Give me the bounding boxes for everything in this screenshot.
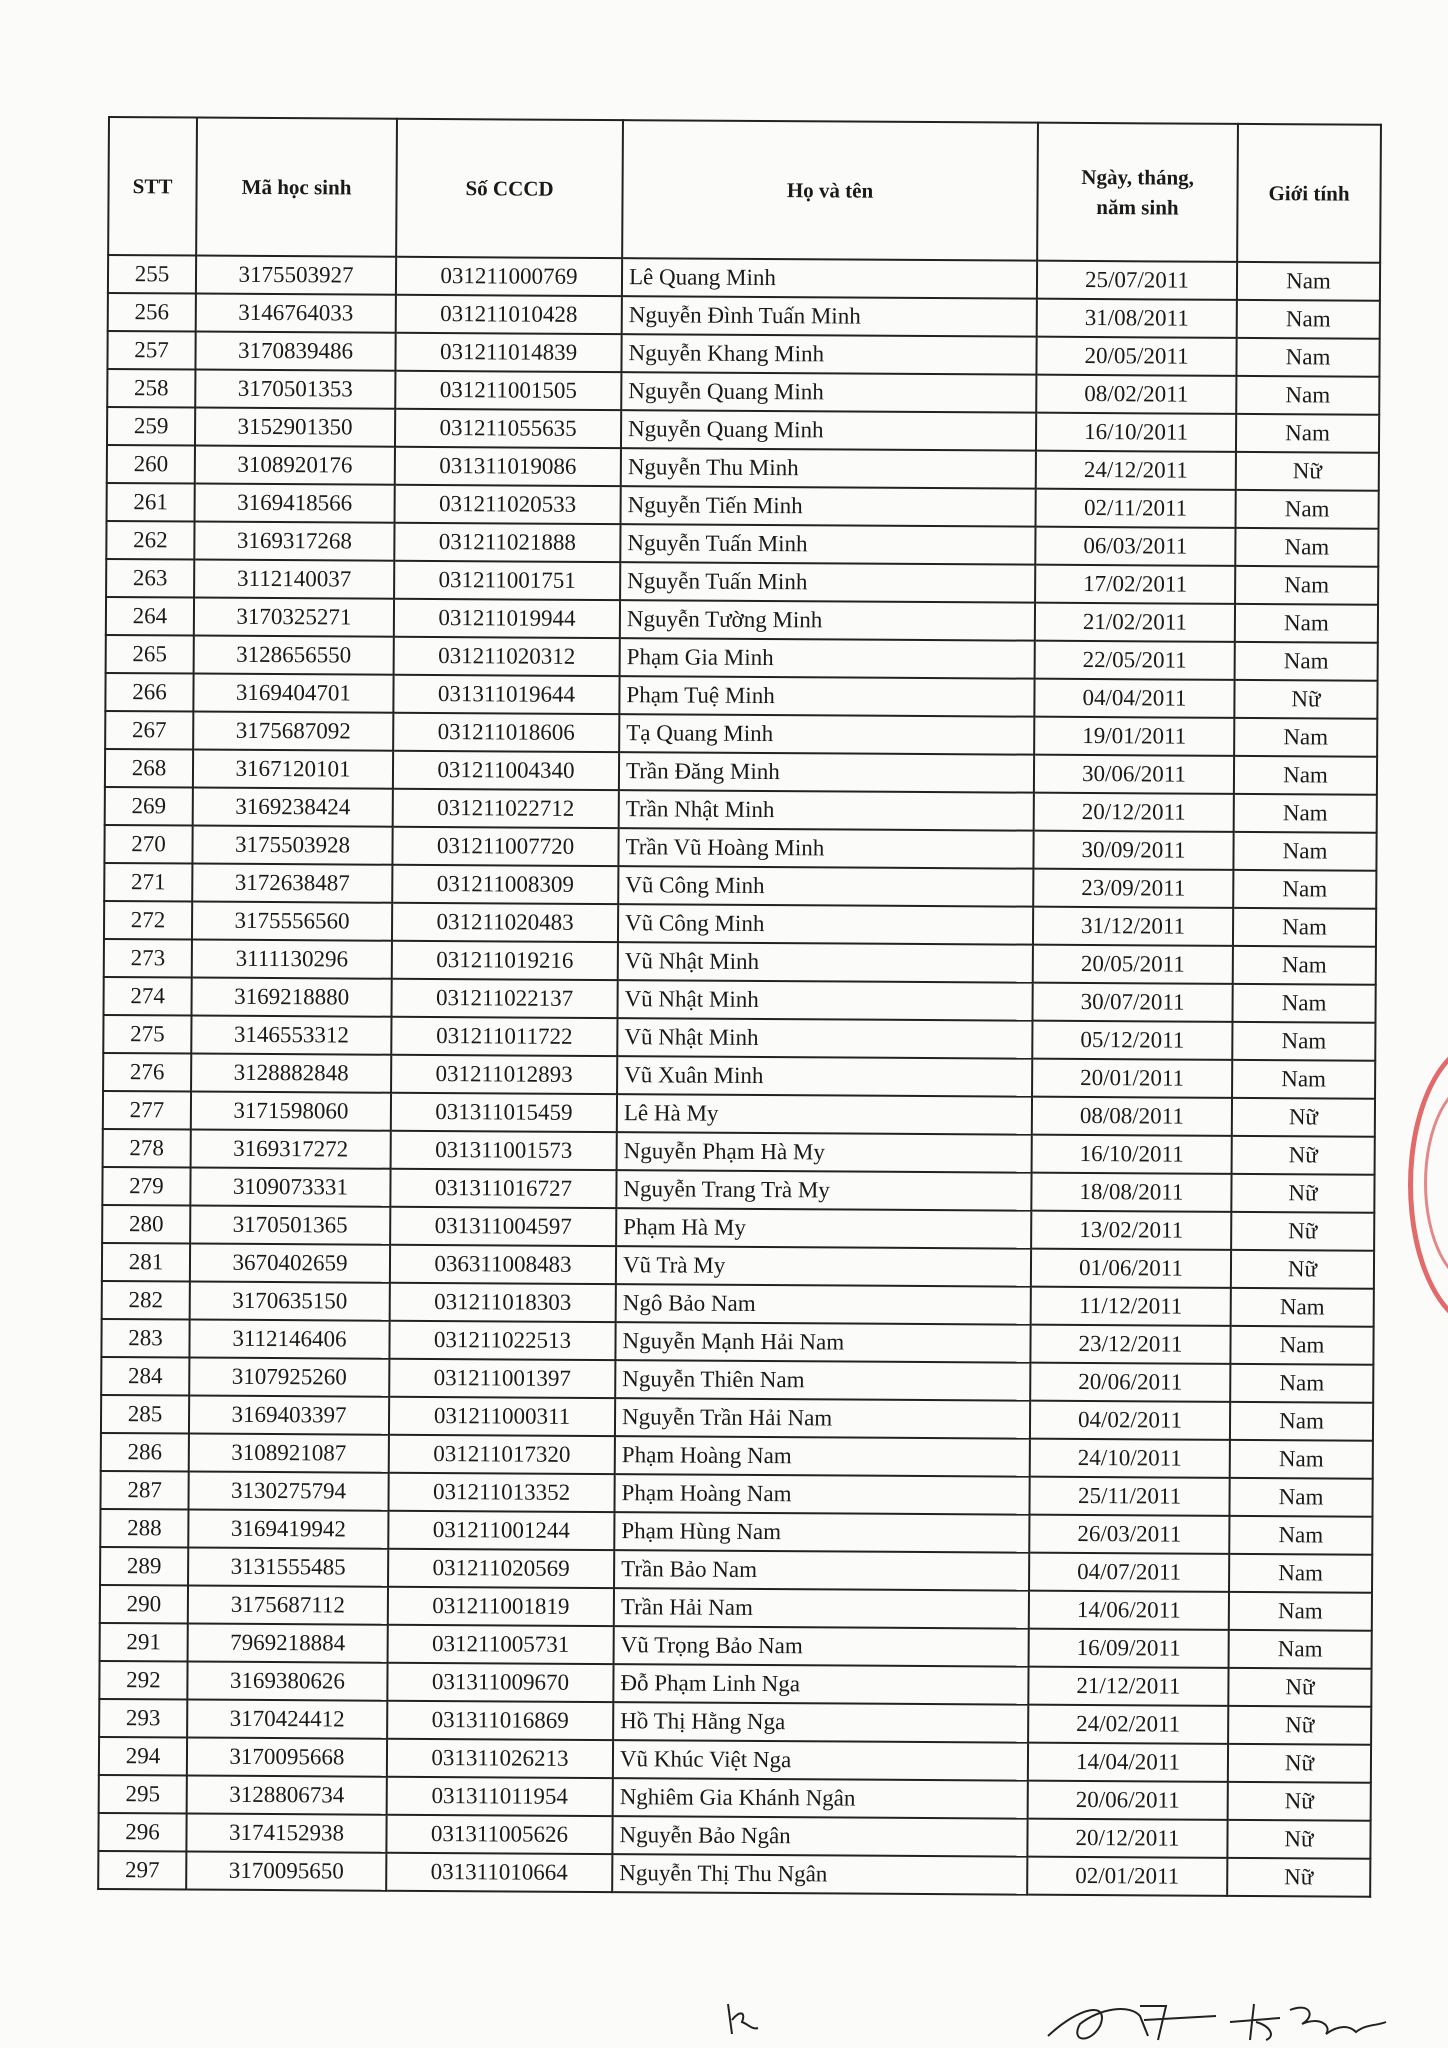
row-date-of-birth: 04/02/2011 [1030,1401,1230,1440]
row-cccd-number: 031211020483 [392,903,618,942]
row-full-name: Nguyễn Khang Minh [621,334,1036,375]
row-stt: 297 [98,1851,186,1890]
row-student-code: 7969218884 [188,1624,388,1663]
row-gender: Nam [1229,1554,1372,1593]
row-student-code: 3170839486 [195,332,395,371]
row-student-code: 3130275794 [188,1472,388,1511]
row-full-name: Ngô Bảo Nam [616,1284,1031,1325]
row-stt: 279 [102,1167,190,1206]
row-full-name: Tạ Quang Minh [619,714,1034,755]
row-stt: 274 [104,977,192,1016]
row-cccd-number: 031311016727 [390,1169,616,1208]
row-date-of-birth: 11/12/2011 [1031,1287,1231,1326]
row-stt: 270 [104,825,192,864]
row-stt: 257 [107,331,195,370]
row-student-code: 3152901350 [195,408,395,447]
row-student-code: 3146764033 [196,294,396,333]
row-full-name: Nguyễn Thiên Nam [615,1360,1030,1401]
row-gender: Nữ [1232,1136,1375,1175]
row-full-name: Đỗ Phạm Linh Nga [613,1664,1028,1705]
row-full-name: Phạm Tuệ Minh [619,676,1034,717]
row-student-code: 3175687092 [193,712,393,751]
row-cccd-number: 031211022712 [393,789,619,828]
row-full-name: Phạm Hùng Nam [614,1512,1029,1553]
row-full-name: Nguyễn Mạnh Hải Nam [615,1322,1030,1363]
row-gender: Nữ [1227,1858,1370,1897]
row-cccd-number: 031311019086 [395,447,621,486]
row-date-of-birth: 26/03/2011 [1029,1515,1229,1554]
row-cccd-number: 031211021888 [394,523,620,562]
row-full-name: Lê Quang Minh [622,258,1037,299]
row-full-name: Trần Đăng Minh [619,752,1034,793]
row-student-code: 3111130296 [192,940,392,979]
row-date-of-birth: 23/09/2011 [1033,869,1233,908]
row-full-name: Vũ Khúc Việt Nga [613,1740,1028,1781]
row-full-name: Lê Hà My [617,1094,1032,1135]
row-gender: Nam [1234,756,1377,795]
row-student-code: 3170095668 [187,1738,387,1777]
row-full-name: Nguyễn Trần Hải Nam [615,1398,1030,1439]
row-date-of-birth: 24/02/2011 [1028,1705,1228,1744]
row-gender: Nữ [1227,1820,1370,1859]
row-gender: Nữ [1232,1098,1375,1137]
row-date-of-birth: 06/03/2011 [1035,527,1235,566]
row-stt: 283 [101,1319,189,1358]
row-cccd-number: 031311001573 [391,1131,617,1170]
row-student-code: 3169403397 [189,1396,389,1435]
row-cccd-number: 031211007720 [392,827,618,866]
row-student-code: 3175556560 [192,902,392,941]
header-cccd-number: Số CCCD [396,119,623,258]
header-stt: STT [108,117,197,256]
row-student-code: 3170635150 [190,1282,390,1321]
row-stt: 264 [106,597,194,636]
row-gender: Nam [1230,1326,1373,1365]
row-student-code: 3107925260 [189,1358,389,1397]
row-date-of-birth: 19/01/2011 [1034,717,1234,756]
row-gender: Nữ [1234,680,1377,719]
row-student-code: 3128806734 [187,1776,387,1815]
row-student-code: 3169418566 [195,484,395,523]
row-full-name: Trần Nhật Minh [619,790,1034,831]
row-full-name: Phạm Hoàng Nam [614,1474,1029,1515]
row-stt: 267 [105,711,193,750]
row-student-code: 3128656550 [194,636,394,675]
row-full-name: Vũ Xuân Minh [617,1056,1032,1097]
row-stt: 273 [104,939,192,978]
row-cccd-number: 031211008309 [392,865,618,904]
row-cccd-number: 031211013352 [388,1473,614,1512]
row-gender: Nữ [1236,452,1379,491]
row-gender: Nam [1232,1022,1375,1061]
row-date-of-birth: 02/11/2011 [1036,489,1236,528]
row-student-code: 3170501365 [190,1206,390,1245]
row-date-of-birth: 18/08/2011 [1031,1173,1231,1212]
row-stt: 261 [107,483,195,522]
row-full-name: Nguyễn Thị Thu Ngân [612,1854,1027,1895]
header-full-name: Họ và tên [622,120,1038,261]
row-full-name: Trần Bảo Nam [614,1550,1029,1591]
row-gender: Nữ [1231,1212,1374,1251]
row-date-of-birth: 30/09/2011 [1033,831,1233,870]
row-date-of-birth: 20/06/2011 [1028,1781,1228,1820]
row-student-code: 3167120101 [193,750,393,789]
row-date-of-birth: 20/05/2011 [1033,945,1233,984]
row-cccd-number: 031211004340 [393,751,619,790]
row-student-code: 3170325271 [194,598,394,637]
row-student-code: 3175503927 [196,256,396,295]
row-full-name: Hồ Thị Hằng Nga [613,1702,1028,1743]
row-stt: 285 [101,1395,189,1434]
row-full-name: Nguyễn Phạm Hà My [617,1132,1032,1173]
row-gender: Nam [1232,984,1375,1023]
row-date-of-birth: 05/12/2011 [1032,1021,1232,1060]
row-stt: 276 [103,1053,191,1092]
row-cccd-number: 031211019944 [394,599,620,638]
row-date-of-birth: 25/11/2011 [1029,1477,1229,1516]
row-stt: 269 [105,787,193,826]
row-full-name: Vũ Nhật Minh [618,942,1033,983]
row-gender: Nữ [1228,1744,1371,1783]
row-cccd-number: 031311010664 [386,1853,612,1892]
row-cccd-number: 031211018303 [390,1283,616,1322]
row-gender: Nam [1237,300,1380,339]
row-stt: 255 [108,255,196,294]
table-header [108,117,1381,263]
row-stt: 290 [100,1585,188,1624]
row-date-of-birth: 04/04/2011 [1034,679,1234,718]
row-stt: 296 [98,1813,186,1852]
row-gender: Nữ [1231,1174,1374,1213]
row-stt: 268 [105,749,193,788]
row-full-name: Nguyễn Tường Minh [620,600,1035,641]
row-cccd-number: 031211001505 [395,371,621,410]
row-gender: Nam [1236,414,1379,453]
row-date-of-birth: 04/07/2011 [1029,1553,1229,1592]
row-stt: 259 [107,407,195,446]
row-date-of-birth: 14/04/2011 [1028,1743,1228,1782]
row-full-name: Nguyễn Quang Minh [621,410,1036,451]
row-cccd-number: 031211001244 [388,1511,614,1550]
row-date-of-birth: 02/01/2011 [1027,1857,1227,1896]
header-gender: Giới tính [1237,124,1381,263]
row-stt: 282 [102,1281,190,1320]
row-gender: Nam [1233,832,1376,871]
row-student-code: 3169317268 [194,522,394,561]
row-full-name: Phạm Gia Minh [620,638,1035,679]
row-gender: Nữ [1228,1706,1371,1745]
row-cccd-number: 031311019644 [393,675,619,714]
header-date-of-birth: Ngày, tháng, năm sinh [1037,123,1238,262]
row-gender: Nam [1233,870,1376,909]
row-gender: Nữ [1228,1668,1371,1707]
row-cccd-number: 031311015459 [391,1093,617,1132]
row-stt: 294 [99,1737,187,1776]
row-stt: 281 [102,1243,190,1282]
row-gender: Nam [1229,1592,1372,1631]
row-full-name: Nguyễn Tuấn Minh [620,562,1035,603]
row-cccd-number: 031311026213 [387,1739,613,1778]
row-student-code: 3175503928 [192,826,392,865]
row-date-of-birth: 16/09/2011 [1029,1629,1229,1668]
row-student-code: 3108921087 [189,1434,389,1473]
row-cccd-number: 031211014839 [395,333,621,372]
row-date-of-birth: 20/05/2011 [1036,337,1236,376]
row-stt: 278 [103,1129,191,1168]
row-student-code: 3670402659 [190,1244,390,1283]
row-student-code: 3112146406 [189,1320,389,1359]
row-student-code: 3171598060 [191,1092,391,1131]
row-full-name: Nguyễn Tuấn Minh [620,524,1035,565]
row-cccd-number: 031211005731 [388,1625,614,1664]
row-stt: 275 [103,1015,191,1054]
row-date-of-birth: 14/06/2011 [1029,1591,1229,1630]
row-date-of-birth: 20/12/2011 [1027,1819,1227,1858]
row-cccd-number: 031211055635 [395,409,621,448]
row-full-name: Vũ Trọng Bảo Nam [614,1626,1029,1667]
row-cccd-number: 031211022513 [389,1321,615,1360]
row-gender: Nam [1232,1060,1375,1099]
row-gender: Nam [1233,908,1376,947]
row-student-code: 3112140037 [194,560,394,599]
row-student-code: 3175687112 [188,1586,388,1625]
row-student-code: 3169238424 [193,788,393,827]
row-cccd-number: 031211011722 [391,1017,617,1056]
row-stt: 265 [106,635,194,674]
row-date-of-birth: 31/12/2011 [1033,907,1233,946]
handwritten-signature [1040,1996,1400,2046]
row-stt: 266 [105,673,193,712]
row-stt: 292 [99,1661,187,1700]
row-student-code: 3108920176 [195,446,395,485]
row-date-of-birth: 21/02/2011 [1035,603,1235,642]
header-student-code: Mã học sinh [196,118,397,257]
row-gender: Nữ [1231,1250,1374,1289]
row-student-code: 3131555485 [188,1548,388,1587]
row-cccd-number: 031311016869 [387,1701,613,1740]
row-gender: Nam [1230,1440,1373,1479]
row-student-code: 3170424412 [187,1700,387,1739]
row-date-of-birth: 24/10/2011 [1030,1439,1230,1478]
row-date-of-birth: 08/08/2011 [1032,1097,1232,1136]
row-full-name: Trần Hải Nam [614,1588,1029,1629]
row-student-code: 3169404701 [193,674,393,713]
row-cccd-number: 031211000769 [396,257,622,296]
row-stt: 260 [107,445,195,484]
row-date-of-birth: 30/07/2011 [1032,983,1232,1022]
row-gender: Nam [1236,376,1379,415]
row-full-name: Phạm Hà My [616,1208,1031,1249]
row-gender: Nam [1237,262,1380,301]
row-date-of-birth: 08/02/2011 [1036,375,1236,414]
row-gender: Nam [1235,604,1378,643]
row-cccd-number: 031211020533 [395,485,621,524]
initial-mark [722,2000,762,2036]
row-stt: 256 [108,293,196,332]
row-stt: 277 [103,1091,191,1130]
row-stt: 284 [101,1357,189,1396]
row-date-of-birth: 16/10/2011 [1036,413,1236,452]
row-full-name: Nguyễn Quang Minh [621,372,1036,413]
row-stt: 286 [101,1433,189,1472]
row-stt: 287 [100,1471,188,1510]
row-gender: Nam [1236,338,1379,377]
row-full-name: Vũ Nhật Minh [617,1018,1032,1059]
row-student-code: 3170095650 [186,1852,386,1891]
row-stt: 271 [104,863,192,902]
row-date-of-birth: 17/02/2011 [1035,565,1235,604]
row-stt: 295 [99,1775,187,1814]
row-full-name: Nguyễn Bảo Ngân [612,1816,1027,1857]
row-date-of-birth: 20/12/2011 [1034,793,1234,832]
student-roster-table [97,116,1382,1898]
row-gender: Nam [1235,528,1378,567]
row-cccd-number: 031311004597 [390,1207,616,1246]
row-cccd-number: 031211022137 [392,979,618,1018]
row-cccd-number: 031211001751 [394,561,620,600]
row-stt: 258 [107,369,195,408]
row-student-code: 3169317272 [191,1130,391,1169]
row-full-name: Phạm Hoàng Nam [615,1436,1030,1477]
row-cccd-number: 031311011954 [387,1777,613,1816]
row-stt: 291 [100,1623,188,1662]
row-gender: Nữ [1228,1782,1371,1821]
row-stt: 263 [106,559,194,598]
row-full-name: Nguyễn Thu Minh [621,448,1036,489]
row-full-name: Nghiêm Gia Khánh Ngân [613,1778,1028,1819]
table-body [98,255,1380,1897]
row-gender: Nam [1233,946,1376,985]
table-row [98,1851,1370,1897]
row-stt: 288 [100,1509,188,1548]
row-cccd-number: 031211017320 [389,1435,615,1474]
row-student-code: 3109073331 [190,1168,390,1207]
row-full-name: Nguyễn Đình Tuấn Minh [622,296,1037,337]
row-student-code: 3169218880 [192,978,392,1017]
row-gender: Nam [1235,566,1378,605]
row-date-of-birth: 20/06/2011 [1030,1363,1230,1402]
row-full-name: Vũ Nhật Minh [617,980,1032,1021]
row-stt: 280 [102,1205,190,1244]
row-cccd-number: 031211001819 [388,1587,614,1626]
row-date-of-birth: 20/01/2011 [1032,1059,1232,1098]
row-cccd-number: 031211018606 [393,713,619,752]
row-date-of-birth: 21/12/2011 [1028,1667,1228,1706]
row-full-name: Nguyễn Trang Trà My [616,1170,1031,1211]
row-full-name: Vũ Công Minh [618,866,1033,907]
row-stt: 293 [99,1699,187,1738]
row-student-code: 3174152938 [186,1814,386,1853]
row-stt: 262 [106,521,194,560]
row-date-of-birth: 01/06/2011 [1031,1249,1231,1288]
row-gender: Nam [1235,642,1378,681]
row-student-code: 3172638487 [192,864,392,903]
row-cccd-number: 031211020569 [388,1549,614,1588]
row-cccd-number: 031211020312 [394,637,620,676]
row-full-name: Vũ Trà My [616,1246,1031,1287]
row-gender: Nam [1234,718,1377,757]
row-student-code: 3169419942 [188,1510,388,1549]
row-cccd-number: 036311008483 [390,1245,616,1284]
row-date-of-birth: 22/05/2011 [1035,641,1235,680]
row-full-name: Trần Vũ Hoàng Minh [618,828,1033,869]
row-gender: Nam [1230,1402,1373,1441]
row-gender: Nam [1229,1516,1372,1555]
row-stt: 272 [104,901,192,940]
row-date-of-birth: 30/06/2011 [1034,755,1234,794]
row-full-name: Vũ Công Minh [618,904,1033,945]
row-date-of-birth: 13/02/2011 [1031,1211,1231,1250]
row-cccd-number: 031211001397 [389,1359,615,1398]
row-gender: Nam [1229,1630,1372,1669]
row-date-of-birth: 24/12/2011 [1036,451,1236,490]
row-cccd-number: 031311009670 [387,1663,613,1702]
row-cccd-number: 031211000311 [389,1397,615,1436]
row-stt: 289 [100,1547,188,1586]
row-student-code: 3170501353 [195,370,395,409]
row-date-of-birth: 25/07/2011 [1037,261,1237,300]
row-date-of-birth: 23/12/2011 [1030,1325,1230,1364]
row-gender: Nam [1230,1364,1373,1403]
row-gender: Nam [1236,490,1379,529]
row-cccd-number: 031211010428 [396,295,622,334]
row-student-code: 3146553312 [191,1016,391,1055]
row-full-name: Nguyễn Tiến Minh [621,486,1036,527]
header-row [108,117,1381,263]
row-cccd-number: 031311005626 [386,1815,612,1854]
row-student-code: 3169380626 [187,1662,387,1701]
row-date-of-birth: 31/08/2011 [1037,299,1237,338]
row-cccd-number: 031211019216 [392,941,618,980]
row-gender: Nam [1231,1288,1374,1327]
row-gender: Nam [1234,794,1377,833]
row-gender: Nam [1229,1478,1372,1517]
row-date-of-birth: 16/10/2011 [1032,1135,1232,1174]
row-student-code: 3128882848 [191,1054,391,1093]
row-cccd-number: 031211012893 [391,1055,617,1094]
